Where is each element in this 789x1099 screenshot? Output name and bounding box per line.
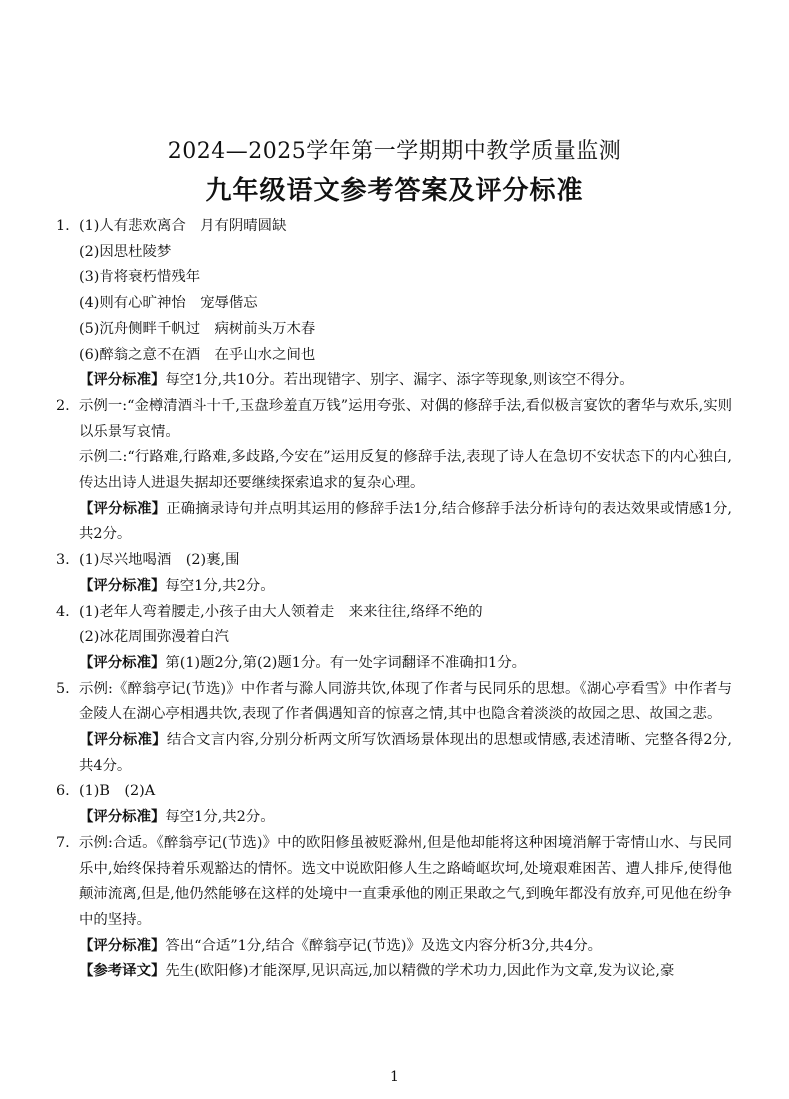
criteria-label: 【评分标准】 <box>79 654 166 671</box>
criteria-text: 每空1分,共10分。若出现错字、别字、漏字、添字等现象,则该空不得分。 <box>165 372 634 389</box>
answer-text: (5)沉舟侧畔千帆过 病树前头万木春 <box>79 320 316 337</box>
question-number: 5. <box>56 680 70 697</box>
page-subtitle: 九年级语文参考答案及评分标准 <box>205 176 584 206</box>
answer-text: (1)人有悲欢离合 月有阴晴圆缺 <box>79 218 287 234</box>
answer-text: 示例一:“金樽清酒斗十千,玉盘珍羞直万钱”运用夸张、对偶的修辞手法,看似极言宴饮的奢华与欢乐,实则以乐景写哀情。 <box>79 397 732 440</box>
answer-text: (1)尽兴地喝酒 (2)裹,围 <box>79 552 240 569</box>
criteria-text: 正确摘录诗句并点明其运用的修辞手法1分,结合修辞手法分析诗句的表达效果或情感1分,共2分。 <box>79 500 732 543</box>
scoring-criteria <box>79 574 732 600</box>
scoring-criteria <box>79 959 732 985</box>
question-number: 2. <box>56 397 70 414</box>
answer-item <box>56 548 732 599</box>
criteria-label: 【参考译文】 <box>79 963 166 980</box>
scoring-criteria <box>79 805 732 831</box>
answer-item <box>56 394 732 548</box>
answer-text: (4)则有心旷神怡 宠辱偕忘 <box>79 295 258 312</box>
answer-text: (1)老年人弯着腰走,小孩子由大人领着走 来来往往,络绎不绝的 <box>79 603 483 620</box>
criteria-text: 第(1)题2分,第(2)题1分。有一处字词翻译不准确扣1分。 <box>165 654 526 671</box>
criteria-label: 【评分标准】 <box>79 809 166 826</box>
answer-text: 示例:合适。《醉翁亭记(节选)》中的欧阳修虽被贬滁州,但是他却能将这种困境消解于寄情山水、与民同乐中,始终保持着乐观豁达的情怀。选文中说欧阳修人生之路崎岖坎坷,处境艰难困苦、遭人排斥,使得他颠沛流离,但是,他仍然能够在这样的处境中一直秉承他的刚正果敢之气,到晚年都没有放弃,可见他在纷争中的坚持。 <box>79 834 732 928</box>
criteria-text: 答出“合适”1分,结合《醉翁亭记(节选)》及选文内容分析3分,共4分。 <box>165 937 603 954</box>
page-title: 2024—2025学年第一学期期中教学质量监测 <box>167 139 622 164</box>
criteria-label: 【评分标准】 <box>79 937 166 954</box>
answer-list <box>56 214 732 985</box>
question-number: 7. <box>56 834 70 851</box>
answer-item <box>56 600 732 677</box>
criteria-text: 每空1分,共2分。 <box>165 809 275 826</box>
page-number: 1 <box>390 1069 399 1085</box>
criteria-label: 【评分标准】 <box>79 577 166 594</box>
question-number: 6. <box>56 783 70 800</box>
criteria-label: 【评分标准】 <box>79 500 167 517</box>
answer-text: (1)B (2)A <box>79 783 156 800</box>
answer-item <box>56 779 732 830</box>
criteria-label: 【评分标准】 <box>79 372 166 389</box>
criteria-label: 【评分标准】 <box>79 732 167 749</box>
answer-text: 示例二:“行路难,行路难,多歧路,今安在”运用反复的修辞手法,表现了诗人在急切不安状态下的内心独白,传达出诗人进退失据却还要继续探索追求的复杂心理。 <box>79 449 732 492</box>
criteria-text: 每空1分,共2分。 <box>165 577 275 594</box>
scoring-criteria <box>79 368 732 394</box>
question-number: 1. <box>56 218 70 234</box>
question-number: 4. <box>56 603 70 620</box>
answer-text: (2)冰花周围弥漫着白汽 <box>79 629 229 646</box>
answer-item <box>56 214 732 394</box>
scoring-criteria <box>79 728 732 779</box>
scoring-criteria <box>79 934 732 960</box>
question-number: 3. <box>56 552 70 569</box>
scoring-criteria <box>79 497 732 548</box>
answer-item <box>56 831 732 985</box>
scoring-criteria <box>79 651 732 677</box>
answer-text: (6)醉翁之意不在酒 在乎山水之间也 <box>79 346 316 363</box>
answer-text: 示例:《醉翁亭记(节选)》中作者与滁人同游共饮,体现了作者与民同乐的思想。《湖心亭看雪》中作者与金陵人在湖心亭相遇共饮,表现了作者偶遇知音的惊喜之情,其中也隐含着淡淡的故园之思、故国之悲。 <box>79 680 732 723</box>
criteria-text: 结合文言内容,分别分析两文所写饮酒场景体现出的思想或情感,表述清晰、完整各得2分,共4分。 <box>79 732 732 774</box>
criteria-text: 先生(欧阳修)才能深厚,见识高远,加以精微的学术功力,因此作为文章,发为议论,豪 <box>165 963 675 980</box>
answer-text: (2)因思杜陵梦 <box>79 243 172 260</box>
answer-text: (3)肯将衰朽惜残年 <box>79 269 201 286</box>
answer-item <box>56 677 732 780</box>
